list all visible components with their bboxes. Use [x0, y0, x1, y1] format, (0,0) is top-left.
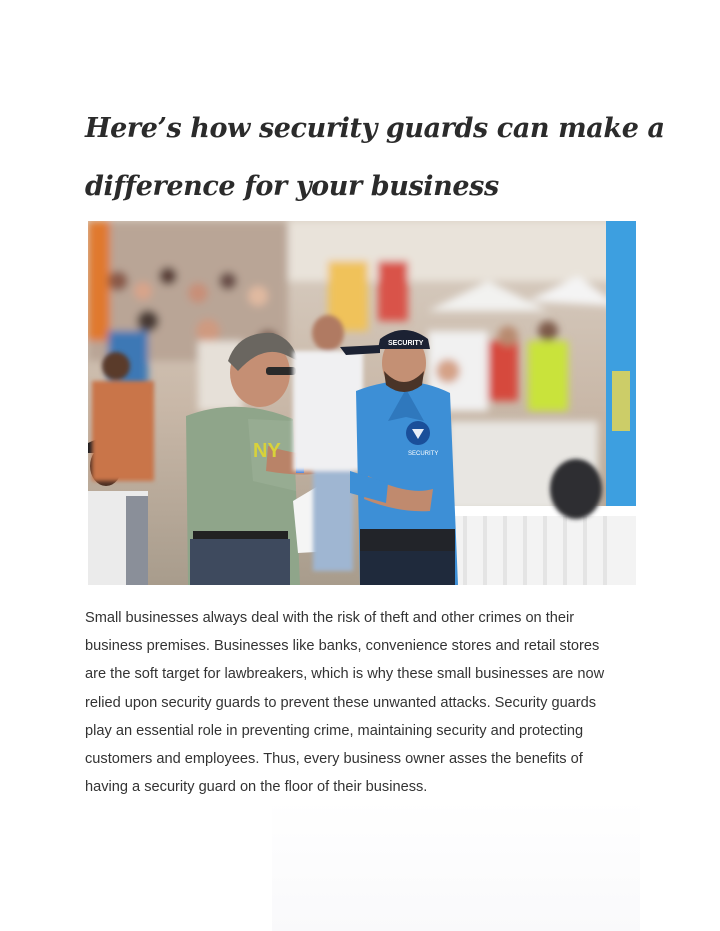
- shirt-badge-text: SECURITY: [408, 451, 439, 457]
- tshirt-print-text: NY: [253, 440, 281, 462]
- title-line-1: Here’s how security guards can make a: [85, 113, 665, 144]
- white-fence: [443, 506, 636, 585]
- photo-illustration: [88, 221, 636, 585]
- title-line-2: difference for your business: [85, 171, 499, 202]
- paragraph-line: customers and employees. Thus, every business owner asses the benefits of: [85, 751, 583, 768]
- page-title: [85, 100, 665, 216]
- paragraph-line: business premises. Businesses like banks, convenience stores and retail stores: [85, 638, 600, 655]
- paragraph-line: are the soft target for lawbreakers, which is why these small businesses are now: [85, 666, 605, 683]
- paragraph-line: having a security guard on the floor of their business.: [85, 779, 428, 796]
- security-guard-photo: [88, 221, 636, 585]
- cap-text: SECURITY: [388, 340, 424, 347]
- paragraph-line: play an essential role in preventing crime, maintaining security and protecting: [85, 722, 584, 739]
- paragraph-line: relied upon security guards to prevent these unwanted attacks. Security guards: [85, 694, 597, 711]
- paragraph-line: Small businesses always deal with the risk of theft and other crimes on their: [85, 610, 575, 626]
- body-paragraph: [85, 604, 645, 801]
- faint-background-panel: [272, 800, 640, 931]
